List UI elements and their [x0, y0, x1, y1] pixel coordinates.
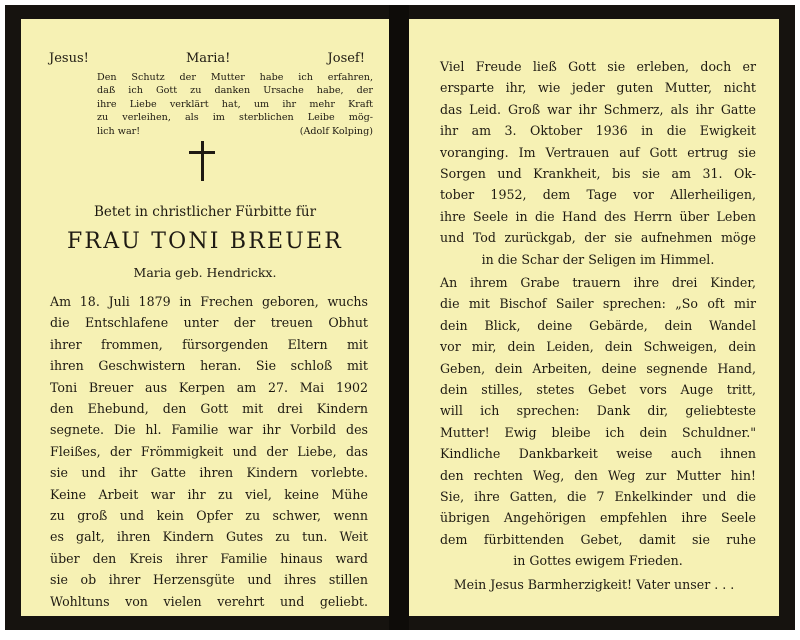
quote-last-line	[97, 125, 373, 138]
text-line: übrigen Angehörigen empfehlen ihre Seele	[440, 510, 756, 526]
text-line: ersparte ihr, wie jeder guten Mutter, nicht	[440, 80, 756, 96]
left-page	[21, 19, 389, 616]
text-line: Kindliche Dankbarkeit weise auch ihnen	[440, 446, 756, 462]
invocation-josef: Josef!	[327, 51, 365, 66]
cross-icon	[189, 141, 215, 181]
mourners-paragraph	[440, 272, 756, 572]
quote-line: zu verleihen, als im sterblichen Leibe mög-	[97, 112, 373, 124]
text-line: den Ehebund, den Gott mit drei Kindern	[50, 401, 368, 417]
closing-prayer: Mein Jesus Barmherzigkeit! Vater unser . . .	[453, 577, 735, 592]
text-line: das Leid. Groß war ihr Schmerz, als ihr Gatte	[440, 101, 756, 117]
text-line: und Tod zurückgab, der sie aufnehmen möge	[440, 230, 756, 246]
text-line: Viel Freude ließ Gott sie erleben, doch er	[440, 59, 756, 74]
text-line: sie und ihr Gatte ihren Kindern vorlebte.	[50, 465, 368, 481]
kolping-quote	[97, 71, 373, 138]
text-line: Sorgen und Krankheit, bis sie am 31. Ok-	[440, 166, 756, 182]
text-line: in Gottes ewigem Frieden.	[513, 553, 683, 569]
text-line: Toni Breuer aus Kerpen am 27. Mai 1902	[50, 379, 368, 395]
biography-right	[440, 56, 756, 270]
biography-left	[50, 291, 368, 612]
text-line: ihren Geschwistern heran. Sie schloß mit	[50, 358, 368, 374]
text-line: dein stilles, stetes Gebet vors Auge tritt,	[440, 382, 756, 398]
text-line: in die Schar der Seligen im Himmel.	[481, 251, 715, 267]
text-line: dein Blick, deine Gebärde, dein Wandel	[440, 317, 756, 333]
text-line: die Entschlafene unter der treuen Obhut	[50, 315, 368, 331]
text-line: ihrer frommen, fürsorgenden Eltern mit	[50, 336, 368, 352]
text-line: Mutter! Ewig bleibe ich dein Schuldner."	[440, 424, 756, 440]
text-line: segnete. Die hl. Familie war ihr Vorbild des	[50, 422, 368, 438]
text-line: Geben, dein Arbeiten, deine segnende Hand,	[440, 360, 756, 376]
card-fold	[389, 5, 409, 630]
maiden-name: Maria geb. Hendrickx.	[133, 265, 277, 280]
text-line: sie ob ihrer Herzensgüte und ihres stillen	[50, 572, 368, 588]
text-line: die mit Bischof Sailer sprechen: „So oft mir	[440, 296, 756, 312]
invocation-jesus: Jesus!	[49, 51, 89, 66]
text-line: vor mir, dein Leiden, dein Schweigen, dein	[440, 339, 756, 355]
text-line: An ihrem Grabe trauern ihre drei Kinder,	[440, 275, 756, 290]
invocation-maria: Maria!	[185, 51, 231, 66]
text-line: Am 18. Juli 1879 in Frechen geboren, wuchs	[50, 294, 368, 309]
intro-line: Betet in christlicher Fürbitte für	[93, 204, 317, 220]
text-line: ihre Seele in die Hand des Herrn über Leben	[440, 208, 756, 224]
quote-line: daß ich Gott zu danken Ursache habe, der	[97, 85, 373, 97]
right-page	[409, 19, 779, 616]
text-line: ihr am 3. Oktober 1936 in die Ewigkeit	[440, 123, 756, 139]
text-line: tober 1952, dem Tage vor Allerheiligen,	[440, 187, 756, 203]
text-line: es galt, ihren Kindern Gutes zu tun. Weit	[50, 529, 368, 545]
text-line: Keine Arbeit war ihr zu viel, keine Mühe	[50, 486, 368, 502]
text-line: Sie, ihre Gatten, die 7 Enkelkinder und die	[440, 489, 756, 505]
text-line: zu groß und kein Opfer zu schwer, wenn	[50, 508, 368, 524]
text-line: Fleißes, der Frömmigkeit und der Liebe, das	[50, 443, 368, 459]
text-line: dem fürbittenden Gebet, damit sie ruhe	[440, 531, 756, 547]
quote-line: ihre Liebe verklärt hat, um ihr mehr Kraft	[97, 98, 373, 110]
text-line: den rechten Weg, den Weg zur Mutter hin!	[440, 467, 756, 483]
text-line: voranging. Im Vertrauen auf Gott ertrug sie	[440, 144, 756, 160]
text-line: Wohltuns von vielen verehrt und geliebt.	[50, 593, 368, 609]
text-line: über den Kreis ihrer Familie hinaus ward	[50, 550, 368, 566]
memorial-card	[5, 5, 795, 630]
quote-line: Den Schutz der Mutter habe ich erfahren,	[97, 72, 373, 83]
text-line: will ich sprechen: Dank dir, geliebteste	[440, 403, 756, 419]
deceased-name: FRAU TONI BREUER	[66, 229, 344, 254]
quote-line: lich war!	[97, 125, 141, 137]
invocations	[49, 51, 365, 66]
quote-author: (Adolf Kolping)	[299, 125, 373, 137]
